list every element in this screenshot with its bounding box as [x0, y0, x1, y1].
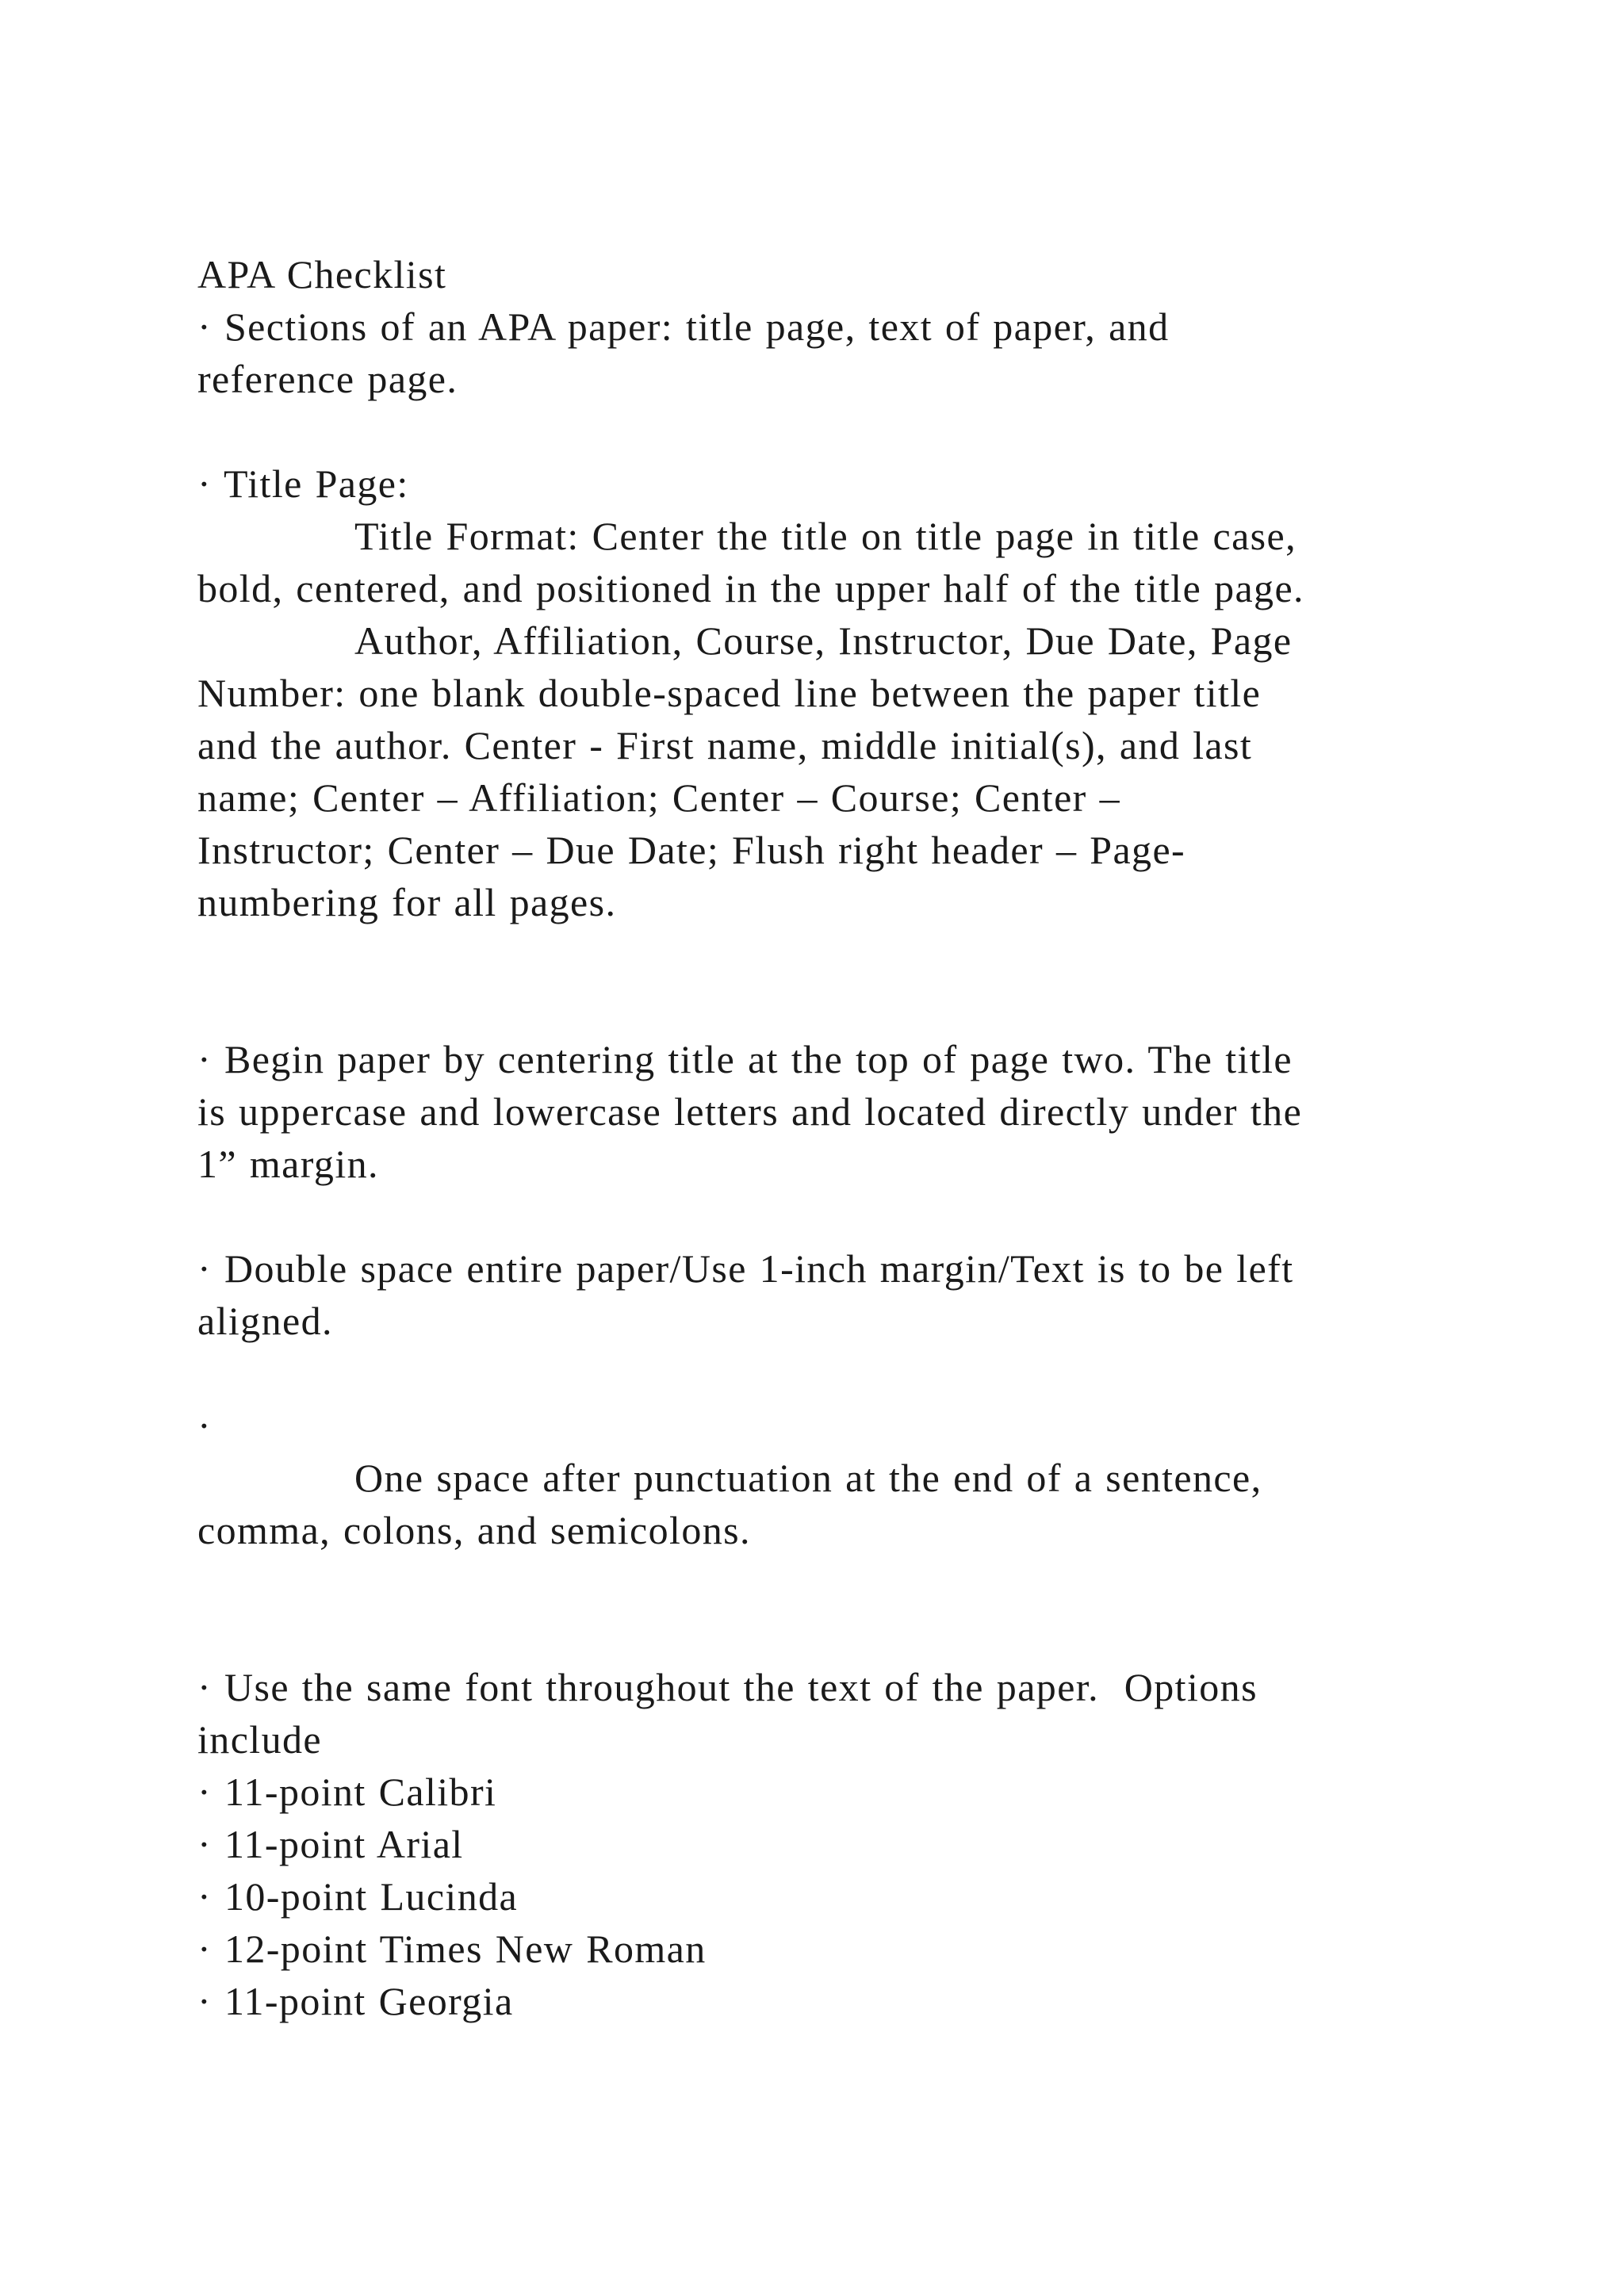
- font-option-georgia: · 11-point Georgia: [197, 1979, 514, 2023]
- double-space-line-2: aligned.: [197, 1299, 333, 1343]
- begin-paper-line-1: · Begin paper by centering title at the top of page two. The title: [197, 1037, 1293, 1081]
- font-option-calibri: · 11-point Calibri: [197, 1770, 497, 1814]
- author-info-line-2: Number: one blank double-spaced line between the paper title: [197, 671, 1262, 715]
- title-page-heading: · Title Page:: [197, 461, 409, 506]
- double-space-line-1: · Double space entire paper/Use 1-inch margin/Text is to be left: [197, 1246, 1294, 1291]
- sections-intro-line-1: · Sections of an APA paper: title page, text of paper, and: [197, 304, 1170, 349]
- font-intro-line-2: include: [197, 1717, 322, 1762]
- title-format-line-2: bold, centered, and positioned in the upper half of the title page.: [197, 566, 1304, 610]
- font-option-times-new-roman: · 12-point Times New Roman: [197, 1927, 707, 1971]
- begin-paper-line-2: is uppercase and lowercase letters and located directly under the: [197, 1089, 1303, 1134]
- blank-lines: [197, 1556, 1466, 1661]
- blank-lines: [197, 928, 1466, 1033]
- author-info-line-5: Instructor; Center – Due Date; Flush right header – Page-: [197, 828, 1186, 872]
- author-info-line-3: and the author. Center - First name, middle initial(s), and last: [197, 723, 1253, 767]
- font-intro-line-1: · Use the same font throughout the text of the paper. Options: [197, 1665, 1258, 1709]
- author-info-line-1: Author, Affiliation, Course, Instructor, Due Date, Page: [354, 618, 1293, 663]
- blank-line: [197, 1347, 1466, 1399]
- font-option-lucinda: · 10-point Lucinda: [197, 1874, 519, 1919]
- begin-paper-line-3: 1” margin.: [197, 1142, 379, 1186]
- author-info-line-4: name; Center – Affiliation; Center – Course; Center –: [197, 775, 1121, 820]
- document-title: APA Checklist: [197, 252, 447, 297]
- font-option-arial: · 11-point Arial: [197, 1822, 464, 1866]
- sections-intro-line-2: reference page.: [197, 357, 458, 401]
- spacing-rule-line-1: One space after punctuation at the end of a sentence,: [354, 1456, 1262, 1500]
- blank-line: [197, 405, 1466, 457]
- title-format-line-1: Title Format: Center the title on title page in title case,: [354, 514, 1297, 558]
- spacing-rule-line-2: comma, colons, and semicolons.: [197, 1508, 751, 1552]
- blank-line: [197, 1190, 1466, 1242]
- spacing-bullet: ·: [197, 1403, 213, 1448]
- document-body: [197, 248, 1466, 2027]
- author-info-line-6: numbering for all pages.: [197, 880, 617, 924]
